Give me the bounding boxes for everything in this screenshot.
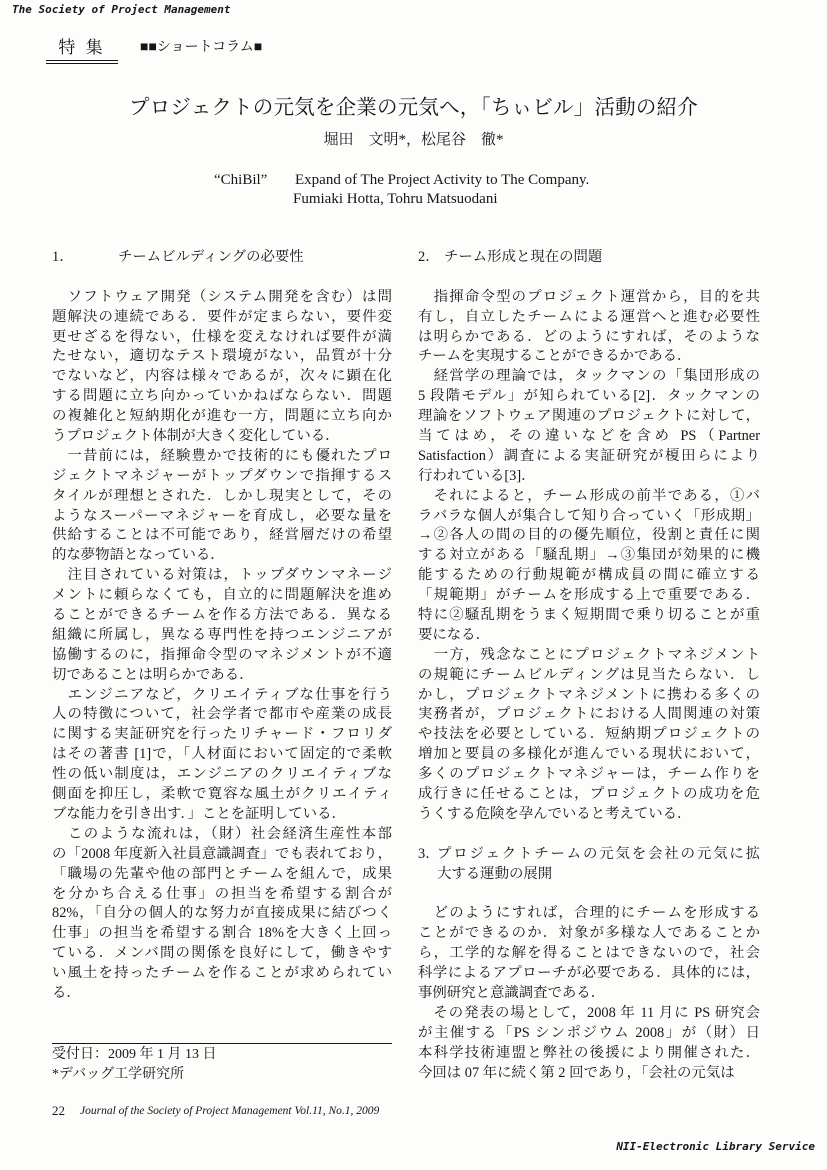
- text-line: や技法を必要としている．短納期プロジェクトの: [418, 726, 760, 743]
- text-line: ことができるのか．対象が多様な人であることか: [418, 925, 760, 942]
- text-line: る．: [52, 984, 81, 1001]
- text-line: 注目されている対策は，トップダウンマネージ: [52, 567, 392, 584]
- text-line: 行われている[3]．: [418, 467, 536, 484]
- section-heading-3: [418, 845, 760, 885]
- section-heading-1: [52, 248, 392, 268]
- section-number: 3．: [418, 845, 440, 862]
- text-line: 科学によるアプローチが必要である．具体的には，: [418, 965, 760, 982]
- text-line: 今回は 07 年に続く第 2 回であり，「会社の元気は: [418, 1064, 735, 1081]
- page-number: 22: [52, 1103, 65, 1118]
- text-line: 有し，自立したチームによる運営へと進む必要性: [418, 308, 760, 325]
- text-line: 「規範期」がチームを形成する上で重要である．: [418, 587, 760, 604]
- author-affiliation: *デバッグ工学研究所: [52, 1067, 185, 1082]
- text-line: 理論をソフトウェア関連のプロジェクトに対して，: [418, 408, 760, 425]
- text-line: ている．メンバ間の関係を良好にして，働きやす: [52, 945, 392, 962]
- text-line: 一昔前には，経験豊かで技術的にも優れたプロ: [52, 447, 392, 464]
- section-heading-2: [418, 248, 760, 268]
- paragraph: [52, 447, 392, 566]
- text-line: 増加と要員の多様化が進んでいる現状において，: [418, 746, 760, 763]
- text-line: 的な夢物語となっている．: [52, 547, 225, 564]
- text-line: 特に②騒乱期をうまく短期間で乗り切ることが重: [418, 607, 760, 624]
- paragraph: [52, 566, 392, 685]
- text-line: 協働するのに，指揮命令型のマネジメントが不適: [52, 646, 392, 663]
- section-heading-text: [118, 248, 392, 268]
- text-line: 供給することは不可能であり，経営層だけの希望: [52, 527, 392, 544]
- text-line: このような流れは，（財）社会経済生産性本部: [52, 825, 392, 842]
- journal-citation: Journal of the Society of Project Management Vol.11, No.1, 2009: [80, 1105, 380, 1117]
- text-line: ブな能力を引き出す．」ことを証明している．: [52, 805, 346, 822]
- text-line: 82%，「自分の個人的な努力が直接成果に結びつく: [52, 905, 392, 922]
- text-line: その発表の場として，2008 年 11 月に PS 研究会: [418, 1004, 760, 1021]
- text-line: うくする危険を孕んでいると考えている．: [418, 805, 692, 822]
- text-line: 実務者が，プロジェクトにおける人間関連の対策: [418, 706, 760, 723]
- text-line: うプロジェクト体制が大きく変化している．: [52, 428, 340, 445]
- text-line: 5 段階モデル」が知られている[2]．タックマンの: [418, 388, 760, 405]
- text-line: 性の低い制度は，エンジニアのクリエイティブな: [52, 766, 392, 783]
- text-line: に関する実証研究を行ったリチャード・フロリダ: [52, 726, 392, 743]
- text-line: 仕事」の担当を希望する割合 18%を大きく上回っ: [52, 925, 392, 942]
- text-line: する問題に立ち向かっていかねばならない．問題: [52, 388, 392, 405]
- section-3-body: [418, 904, 760, 1083]
- section-heading-text: [444, 248, 760, 268]
- text-line: でないなど，内容は様々であるが，次々に顕在化: [52, 368, 392, 385]
- text-line: する対立がある「騒乱期」→③集団が効果的に機: [418, 547, 760, 564]
- text-line: 人の特徴について，社会学者で都市や産業の成長: [52, 706, 392, 723]
- section-2-body: [418, 288, 760, 825]
- paragraph: [52, 686, 392, 825]
- english-title: Expand of The Project Activity to The Company.: [295, 172, 590, 188]
- footnote-divider: [52, 1043, 392, 1044]
- text-line: 能するための行動規範が構成員の間に確立する: [418, 567, 760, 584]
- spacer: [418, 268, 760, 288]
- library-service-label: NII-Electronic Library Service: [616, 1140, 815, 1153]
- text-line: 成行きに任せることは，プロジェクトの成功を危: [418, 786, 760, 803]
- section-number: 2．: [418, 249, 440, 265]
- text-line: の「2008 年度新入社員意識調査」でも表れており，: [52, 845, 392, 862]
- text-line: それによると，チーム形成の前半である，①バ: [418, 487, 760, 504]
- text-line: ら，工学的な解を得ることはできないので，社会: [418, 945, 760, 962]
- text-line: 側面を抑圧し，柔軟で寛容な風土がクリエイティ: [52, 786, 392, 803]
- text-line: 本科学技術連盟と弊社の後援により開催された．: [418, 1044, 760, 1061]
- text-line: 要になる．: [418, 626, 490, 643]
- section-heading-text: [437, 845, 760, 885]
- text-line: チームを実現することができるかである．: [418, 348, 692, 365]
- received-date: 受付日：2009 年 1 月 13 日: [52, 1047, 217, 1062]
- author-names: 堀田 文明*，松尾谷 徹*: [323, 132, 504, 148]
- text-line: ソフトウェア開発（システム開発を含む）は問: [52, 288, 392, 305]
- text-line: →②各人の間の目的の優先順位，役割と責任に関: [418, 527, 760, 544]
- text-line: の規範にチームビルディングは見当たらない．し: [418, 666, 760, 683]
- section-number: 1．: [52, 249, 74, 265]
- short-column-label: ■■ショートコラム■: [140, 40, 263, 55]
- paragraph: [418, 646, 760, 825]
- special-feature-tag: 特 集: [46, 36, 118, 64]
- paragraph: [418, 904, 760, 1003]
- text-line: 題解決の連続である．要件が定まらない，要件変: [52, 308, 392, 325]
- section-1-body: [52, 288, 392, 1004]
- text-line: メントに頼らなくても，自立的に問題解決を進め: [52, 587, 392, 604]
- text-line: チーム形成と現在の問題: [444, 249, 603, 265]
- text-line: 組織に所属し，異なる専門性を持つエンジニアが: [52, 626, 392, 643]
- text-line: プロジェクトチームの元気を会社の元気に拡: [437, 845, 760, 862]
- spacer: [418, 885, 760, 905]
- text-line: チームビルディングの必要性: [118, 249, 304, 265]
- text-line: 「職場の先輩や他の部門とチームを組んで，成果: [52, 865, 392, 882]
- text-line: の複雑化と短納期化が進む一方，問題に立ち向か: [52, 408, 392, 425]
- english-title-name: “ChiBil”: [214, 172, 268, 188]
- article-title: プロジェクトの元気を企業の元気へ，「ちぃビル」活動の紹介: [129, 97, 698, 119]
- left-column: [52, 248, 392, 1004]
- spacer: [418, 825, 760, 845]
- text-line: ジェクトマネジャーがトップダウンで指揮するス: [52, 467, 392, 484]
- text-line: タイルが理想とされた．しかし現実として，その: [52, 487, 392, 504]
- text-line: い風土を持ったチームを作ることが求められてい: [52, 965, 392, 982]
- paragraph: [418, 1004, 760, 1084]
- text-line: ることができるチームを作る方法である．異なる: [52, 607, 392, 624]
- paragraph: [52, 288, 392, 447]
- spacer: [52, 268, 392, 288]
- text-line: が主催する「PS シンポジウム 2008」が（財）日: [418, 1024, 760, 1041]
- text-line: 切であることは明らかである．: [52, 666, 254, 683]
- text-line: 指揮命令型のプロジェクト運営から，目的を共: [418, 288, 760, 305]
- paragraph: [418, 288, 760, 368]
- right-column: [418, 248, 760, 1083]
- text-line: かし，プロジェクトマネジメントに携わる多くの: [418, 686, 760, 703]
- text-line: どのようにすれば，合理的にチームを形成する: [418, 905, 760, 922]
- text-line: エンジニアなど，クリエイティブな仕事を行う: [52, 686, 392, 703]
- text-line: 事例研究と意識調査である．: [418, 984, 606, 1001]
- text-line: 多くのプロジェクトマネジャーは，チーム作りを: [418, 766, 760, 783]
- text-line: ようなスーパーマネジャーを育成し，必要な量を: [52, 507, 392, 524]
- text-line: 更せざるを得ない，仕様を変えなければ要件が満: [52, 328, 392, 345]
- text-line: たせない，適切なテスト環境がない，品質が十分: [52, 348, 392, 365]
- paragraph: [418, 367, 760, 486]
- society-header: The Society of Project Management: [12, 3, 231, 16]
- text-line: はその著書 [1]で，「人材面において固定的で柔軟: [52, 746, 392, 763]
- text-line: Satisfaction）調査による実証研究が榎田らにより: [418, 447, 760, 464]
- text-line: を分かち合える仕事」の担当を希望する割合が: [52, 885, 392, 902]
- text-line: 当てはめ，その違いなどを含め PS（Partner: [418, 428, 760, 445]
- text-line: は明らかである．どのようにすれば，そのような: [418, 328, 760, 345]
- text-line: 経営学の理論では，タックマンの「集団形成の: [418, 368, 760, 385]
- text-line: 大する運動の展開: [437, 865, 553, 882]
- text-line: 一方，残念なことにプロジェクトマネジメント: [418, 646, 760, 663]
- paragraph: [52, 825, 392, 1004]
- paragraph: [418, 487, 760, 646]
- text-line: ラバラな個人が集合して知り合っていく「形成期」: [418, 507, 760, 524]
- english-author-names: Fumiaki Hotta, Tohru Matsuodani: [293, 191, 498, 207]
